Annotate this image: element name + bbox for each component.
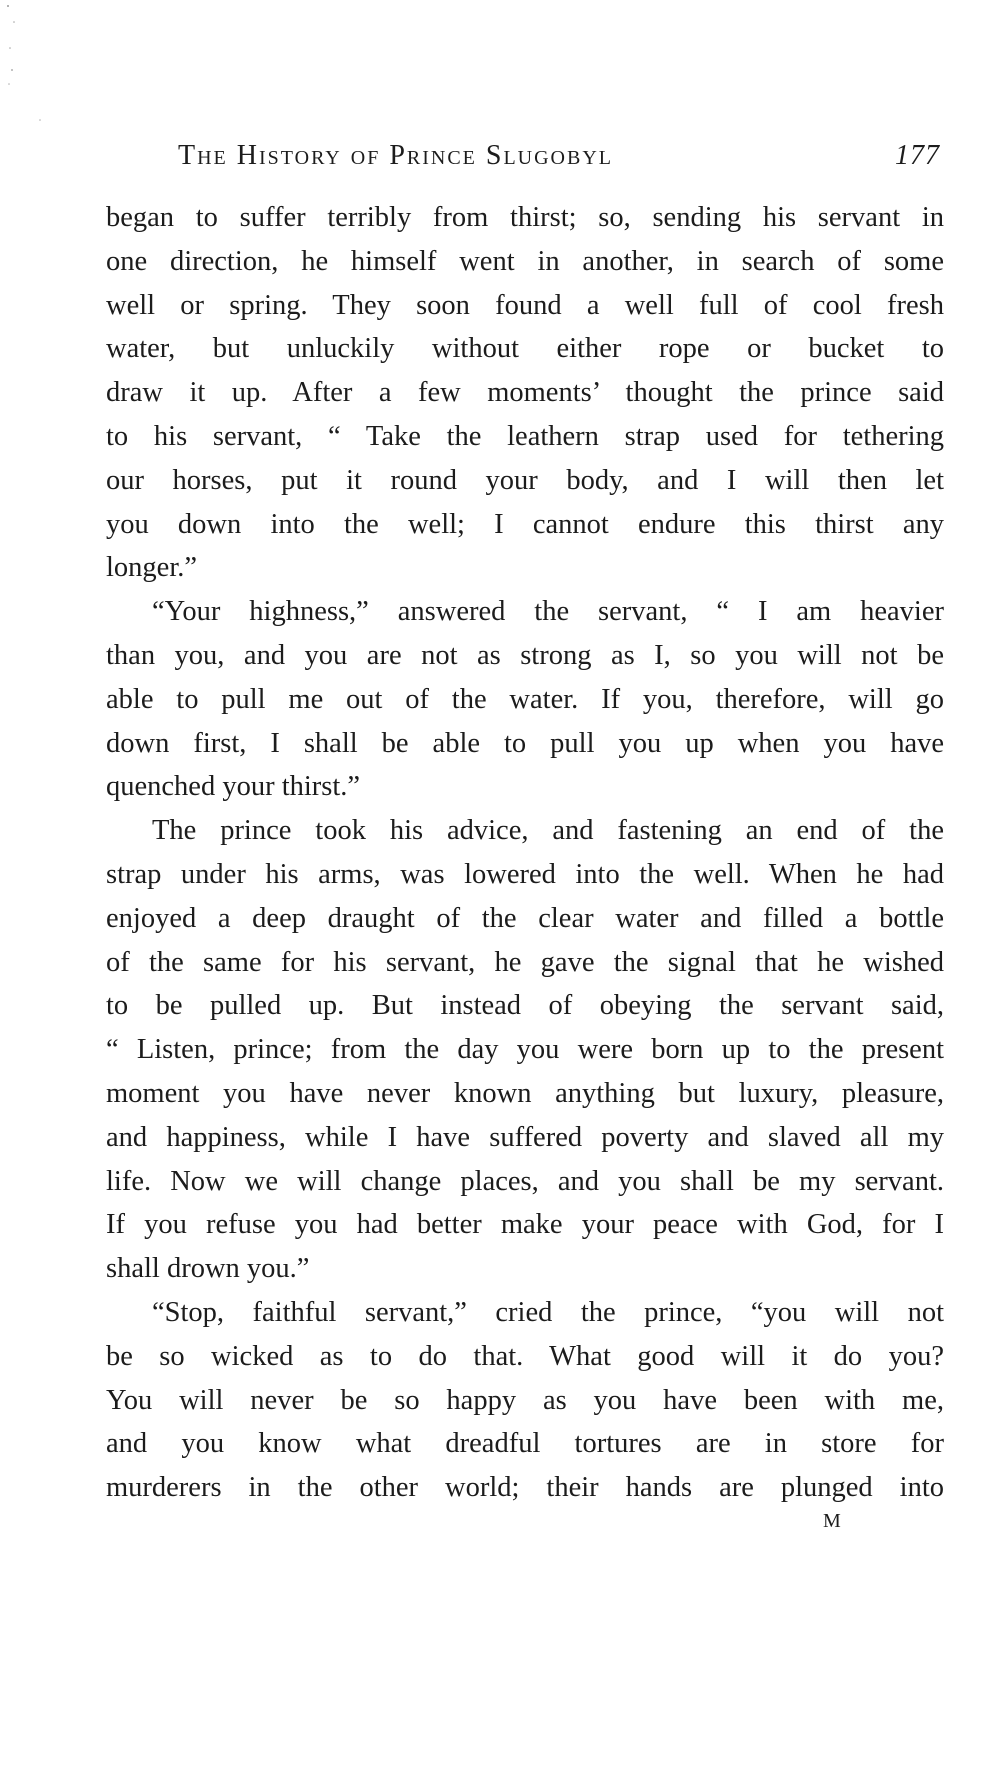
text-line: longer.” [106, 552, 198, 584]
text-line: moment you have never known anything but luxury, pleasure, [106, 1077, 944, 1109]
text-line: to his servant, “ Take the leathern strap used for tethering [106, 420, 944, 452]
text-line: you down into the well; I cannot endure this thirst any [106, 508, 944, 540]
text-line: down first, I shall be able to pull you up when you have [106, 727, 944, 759]
text-line: than you, and you are not as strong as I, so you will not be [106, 639, 944, 671]
text-line: If you refuse you had better make your peace with God, for I [106, 1209, 944, 1241]
paragraph-1 [106, 196, 944, 590]
text-line: “Stop, faithful servant,” cried the prince, “you will not [152, 1296, 944, 1328]
text-line: enjoyed a deep draught of the clear water and filled a bottle [106, 902, 944, 934]
text-line: The prince took his advice, and fastening an end of the [152, 815, 944, 847]
text-line: be so wicked as to do that. What good will it do you? [106, 1340, 944, 1372]
running-head [178, 140, 940, 184]
signature-mark: M [823, 1510, 842, 1532]
body-text [106, 196, 944, 1510]
text-line: well or spring. They soon found a well full of cool fresh [106, 289, 944, 321]
running-title: The History of Prince Slugobyl [178, 140, 614, 171]
text-line: to be pulled up. But instead of obeying the servant said, [106, 990, 944, 1022]
text-line: life. Now we will change places, and you shall be my servant. [106, 1165, 944, 1197]
text-line: able to pull me out of the water. If you, therefore, will go [106, 683, 944, 715]
text-line: one direction, he himself went in another, in search of some [106, 245, 944, 277]
text-line: shall drown you.” [106, 1253, 310, 1285]
text-line: quenched your thirst.” [106, 771, 361, 803]
text-line: You will never be so happy as you have been with me, [106, 1384, 944, 1416]
text-line: strap under his arms, was lowered into the well. When he had [106, 858, 944, 890]
paragraph-4 [106, 1291, 944, 1510]
text-line: and happiness, while I have suffered poverty and slaved all my [106, 1121, 944, 1153]
scan-edge-specks [0, 0, 60, 160]
paragraph-3 [106, 809, 944, 1291]
text-line: “ Listen, prince; from the day you were born up to the present [106, 1034, 944, 1066]
text-line: our horses, put it round your body, and I will then let [106, 464, 944, 496]
text-line: water, but unluckily without either rope or bucket to [106, 333, 944, 365]
page-number: 177 [895, 140, 940, 171]
text-line: murderers in the other world; their hands are plunged into [106, 1472, 944, 1504]
text-line: of the same for his servant, he gave the signal that he wished [106, 946, 944, 978]
paragraph-2 [106, 590, 944, 809]
text-line: and you know what dreadful tortures are in store for [106, 1428, 944, 1460]
text-line: draw it up. After a few moments’ thought the prince said [106, 377, 944, 409]
text-line: “Your highness,” answered the servant, “ I am heavier [152, 596, 944, 628]
text-line: began to suffer terribly from thirst; so, sending his servant in [106, 202, 944, 233]
